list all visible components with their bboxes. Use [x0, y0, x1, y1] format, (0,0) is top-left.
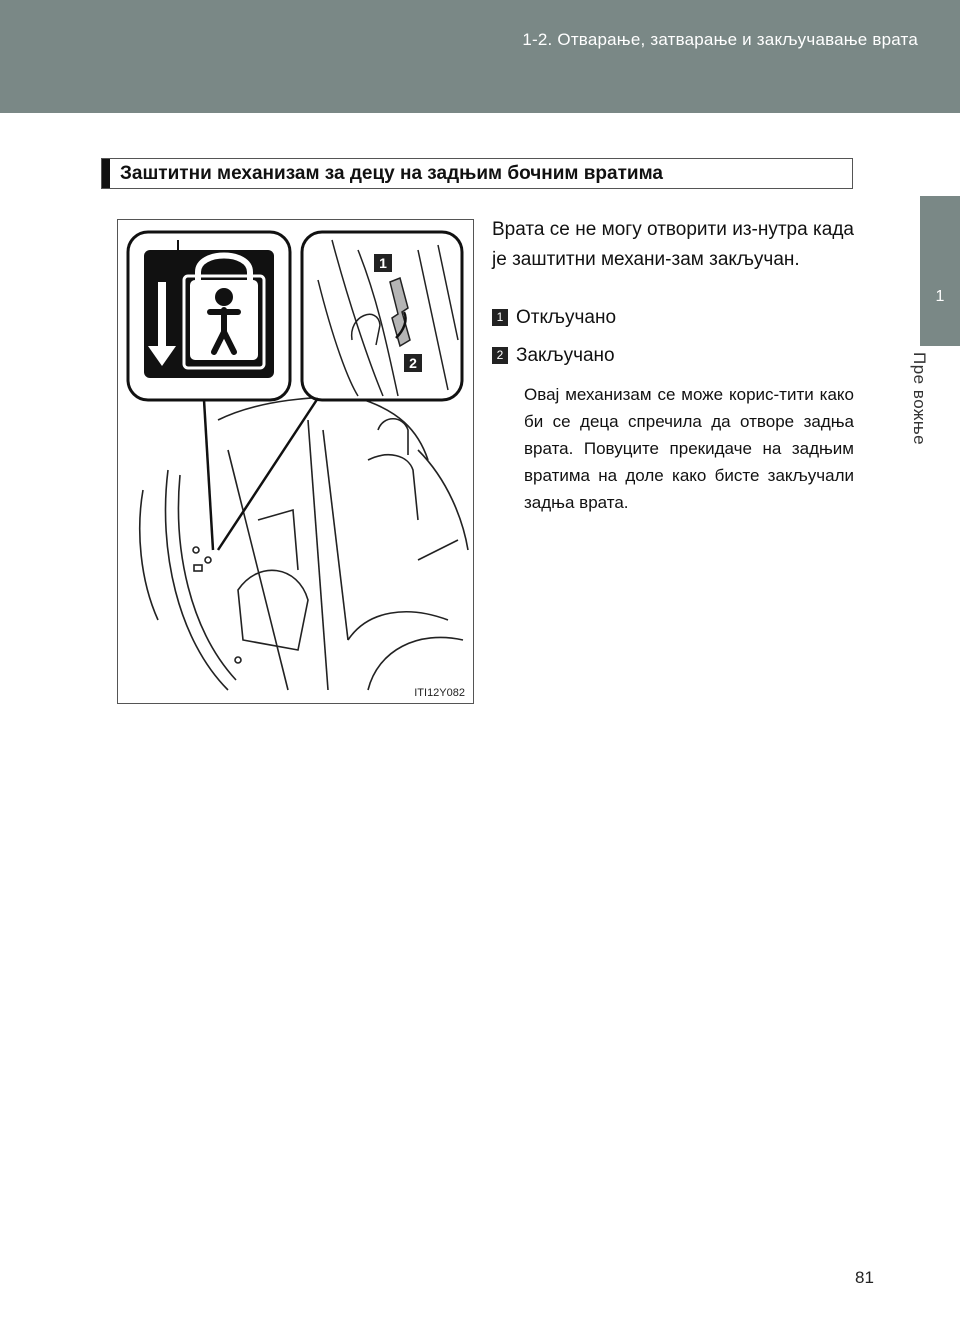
section-title: Заштитни механизам за децу на задњим бочним вратима	[120, 163, 663, 184]
item-number-badge: 2	[492, 347, 508, 364]
intro-paragraph: Врата се не могу отворити из-нутра када је заштитни механи-зам закључан.	[492, 219, 854, 270]
section-marker	[102, 159, 110, 188]
chapter-label-wrap	[899, 352, 939, 492]
page-number: 81	[855, 1268, 874, 1287]
list-item-locked	[492, 345, 615, 367]
chapter-label: Пре вожње	[910, 352, 929, 446]
list-item-unlocked	[492, 307, 616, 329]
callout-2-label: 2	[409, 355, 417, 371]
chapter-tab	[920, 196, 960, 346]
child-lock-illustration	[117, 219, 474, 704]
breadcrumb: 1-2. Отварање, затварање и закључавање врата	[522, 30, 918, 49]
item-number-badge: 1	[492, 309, 508, 326]
chapter-number: 1	[935, 288, 945, 305]
item-label: Откључано	[516, 307, 617, 328]
section-heading	[101, 158, 853, 189]
note-paragraph: Овај механизам се може корис-тити како би се деца спречила да отворе задња врата. Повуците прекидаче на задњим вратима на доле како бисте закључали задња врата.	[524, 385, 854, 512]
item-label: Закључано	[516, 345, 615, 366]
illustration-drawing	[118, 220, 473, 703]
figure-code: ITI12Y082	[414, 687, 465, 699]
header-band	[0, 0, 960, 113]
callout-1-label: 1	[379, 255, 387, 271]
